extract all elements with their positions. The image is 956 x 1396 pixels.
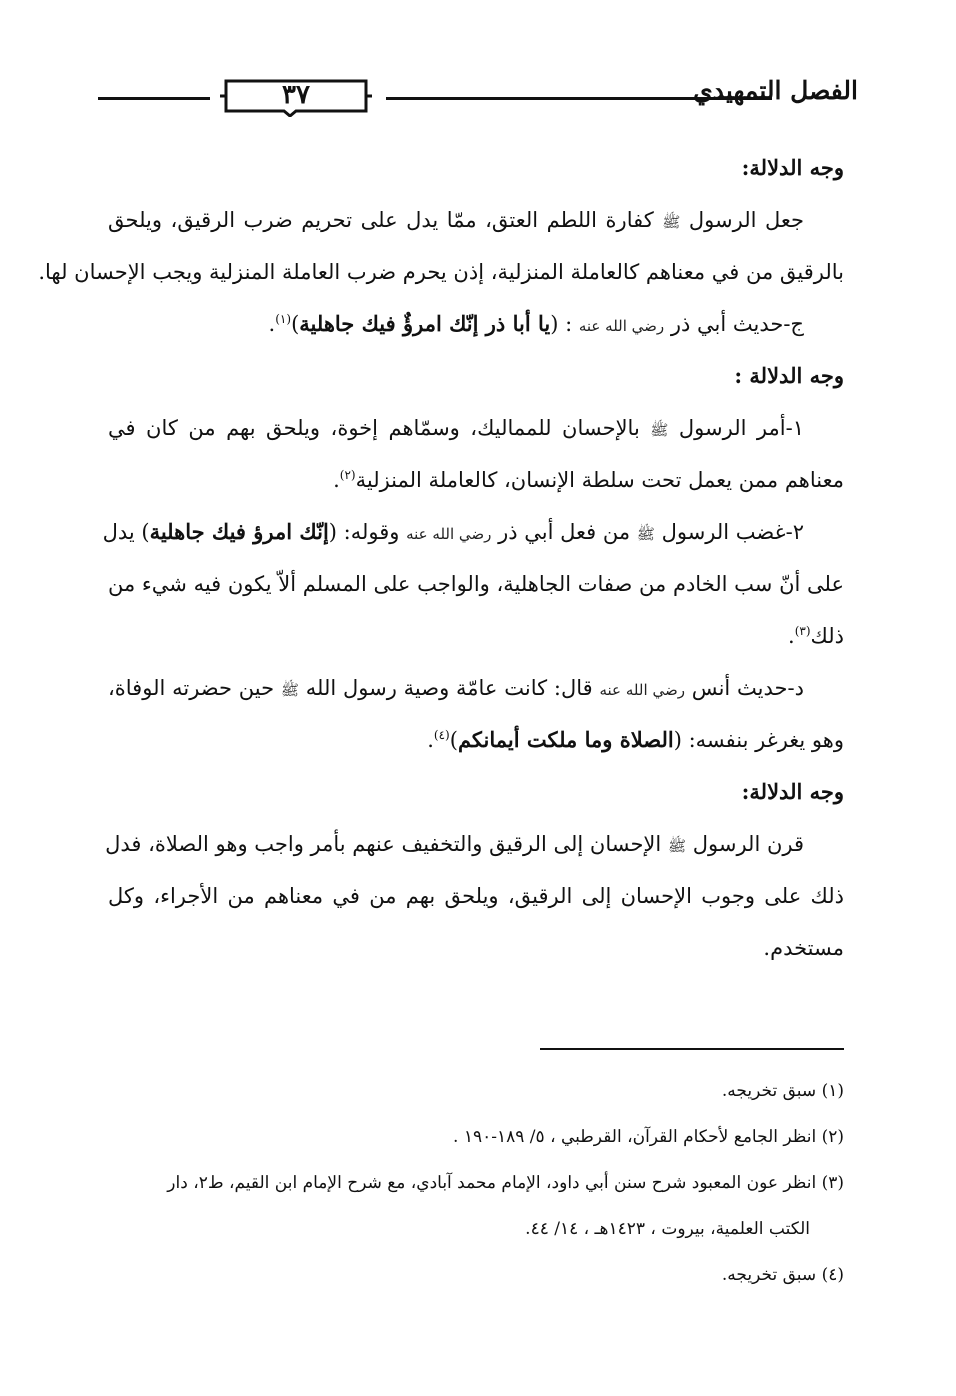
radiallahu-icon: رضي الله عنه — [578, 317, 665, 335]
paragraph-line: مستخدم. — [763, 936, 844, 960]
hadith-line — [108, 662, 844, 714]
chapter-title: الفصل التمهيدي — [693, 76, 858, 105]
paragraph-line: على أنّ سب الخادم من صفات الجاهلية، والواجب على المسلم ألاّ يكون فيه شيء من — [108, 572, 844, 596]
paragraph-line: بالرقيق من في معناهم كالعاملة المنزلية، إذن يحرم ضرب العاملة المنزلية ويجب الإحسان لها. — [38, 260, 844, 284]
text-run: د-حديث أنس — [691, 676, 804, 700]
paragraph-line — [108, 402, 844, 454]
footnote-ref: (٣) — [794, 624, 811, 638]
text-run: حين حضرته الوفاة، — [108, 676, 275, 700]
text-run: قرن الرسول — [692, 832, 804, 856]
hadith-line — [108, 714, 844, 766]
paragraph-line — [108, 610, 844, 662]
page-number: ٣٧ — [282, 80, 310, 110]
text-run: وهو يغرغر بنفسه: ( — [673, 728, 844, 752]
text-run: . — [333, 468, 340, 492]
hadith-quote: يا أبا ذر إنّك امرؤٌ فيك جاهلية — [299, 311, 551, 336]
footnote-ref: (٢) — [339, 468, 356, 482]
footnote-3-continued: الكتب العلمية، بيروت ، ١٤٢٣هـ ، ١٤/ ٤٤. — [525, 1219, 810, 1239]
footnote-3: (٣) انظر عون المعبود شرح سنن أبي داود، الإمام محمد آبادي، مع شرح الإمام ابن القيم، ط٢، دار — [167, 1173, 844, 1193]
paragraph-line — [105, 818, 844, 870]
text-run: بالإحسان للمماليك، وسمّاهم إخوة، ويلحق بهم من كان في — [108, 416, 640, 440]
footnote-ref: (١) — [275, 312, 292, 326]
running-header — [98, 64, 858, 124]
section-heading: وجه الدلالة: — [741, 155, 844, 180]
text-run: ٢-غضب الرسول — [661, 520, 804, 544]
footnote-separator — [540, 1048, 844, 1050]
text-run: ) — [291, 312, 300, 336]
section-heading: وجه الدلالة : — [734, 363, 844, 388]
text-run: . — [788, 624, 795, 648]
header-rule-left — [98, 97, 210, 100]
radiallahu-icon: رضي الله عنه — [599, 681, 685, 699]
salawat-icon: ﷺ — [650, 421, 669, 439]
text-run: وقوله: (إنّك امرؤ فيك جاهلية) يدل — [102, 519, 400, 544]
footnote-4: (٤) سبق تخريجه. — [721, 1265, 844, 1285]
paragraph-line — [102, 506, 844, 558]
salawat-icon: ﷺ — [667, 837, 687, 855]
paragraph-line — [108, 454, 844, 506]
footnotes — [108, 1068, 844, 1298]
text-run: معناهم ممن يعمل تحت سلطة الإنسان، كالعاملة المنزلية — [355, 468, 844, 492]
footnote-1: (١) سبق تخريجه. — [721, 1081, 844, 1101]
radiallahu-icon: رضي الله عنه — [406, 525, 492, 543]
paragraph-line: ذلك على وجوب الإحسان إلى الرقيق، ويلحق بهم من في معناهم من الأجراء، وكل — [108, 884, 844, 908]
salawat-icon: ﷺ — [636, 525, 655, 543]
text-run: جعل الرسول — [688, 208, 804, 232]
hadith-line — [108, 298, 844, 350]
salawat-icon: ﷺ — [662, 213, 681, 231]
text-run: كفارة اللطم العتق، ممّا يدل على تحريم ضرب الرقيق، ويلحق — [108, 208, 654, 232]
text-run: . — [427, 728, 434, 752]
hadith-quote: الصلاة وما ملكت أيمانكم — [457, 727, 674, 752]
text-run: ١-أمر الرسول — [678, 416, 804, 440]
text-run: الإحسان إلى الرقيق والتخفيف عنهم بأمر واجب وهو الصلاة، فدل — [105, 832, 662, 856]
text-run: . — [268, 312, 276, 336]
text-run: ) — [449, 728, 458, 752]
footnote-2: (٢) انظر الجامع لأحكام القرآن، القرطبي ، ٥/ ١٨٩-١٩٠ . — [453, 1127, 844, 1147]
page-number-frame — [220, 77, 372, 117]
salawat-icon: ﷺ — [280, 681, 299, 699]
text-run: ج-حديث أبي ذر — [670, 312, 804, 336]
section-heading: وجه الدلالة: — [741, 779, 844, 804]
text-run: قال: كانت عامّة وصية رسول الله — [305, 676, 593, 700]
text-run: ذلك — [810, 624, 844, 648]
footnote-ref: (٤) — [433, 728, 450, 742]
hadith-quote: إنّك امرؤ فيك جاهلية — [149, 519, 329, 544]
text-run: من فعل أبي ذر — [498, 520, 631, 544]
paragraph-line — [108, 194, 844, 246]
text-run: : ( — [550, 312, 573, 336]
main-text — [38, 142, 844, 974]
